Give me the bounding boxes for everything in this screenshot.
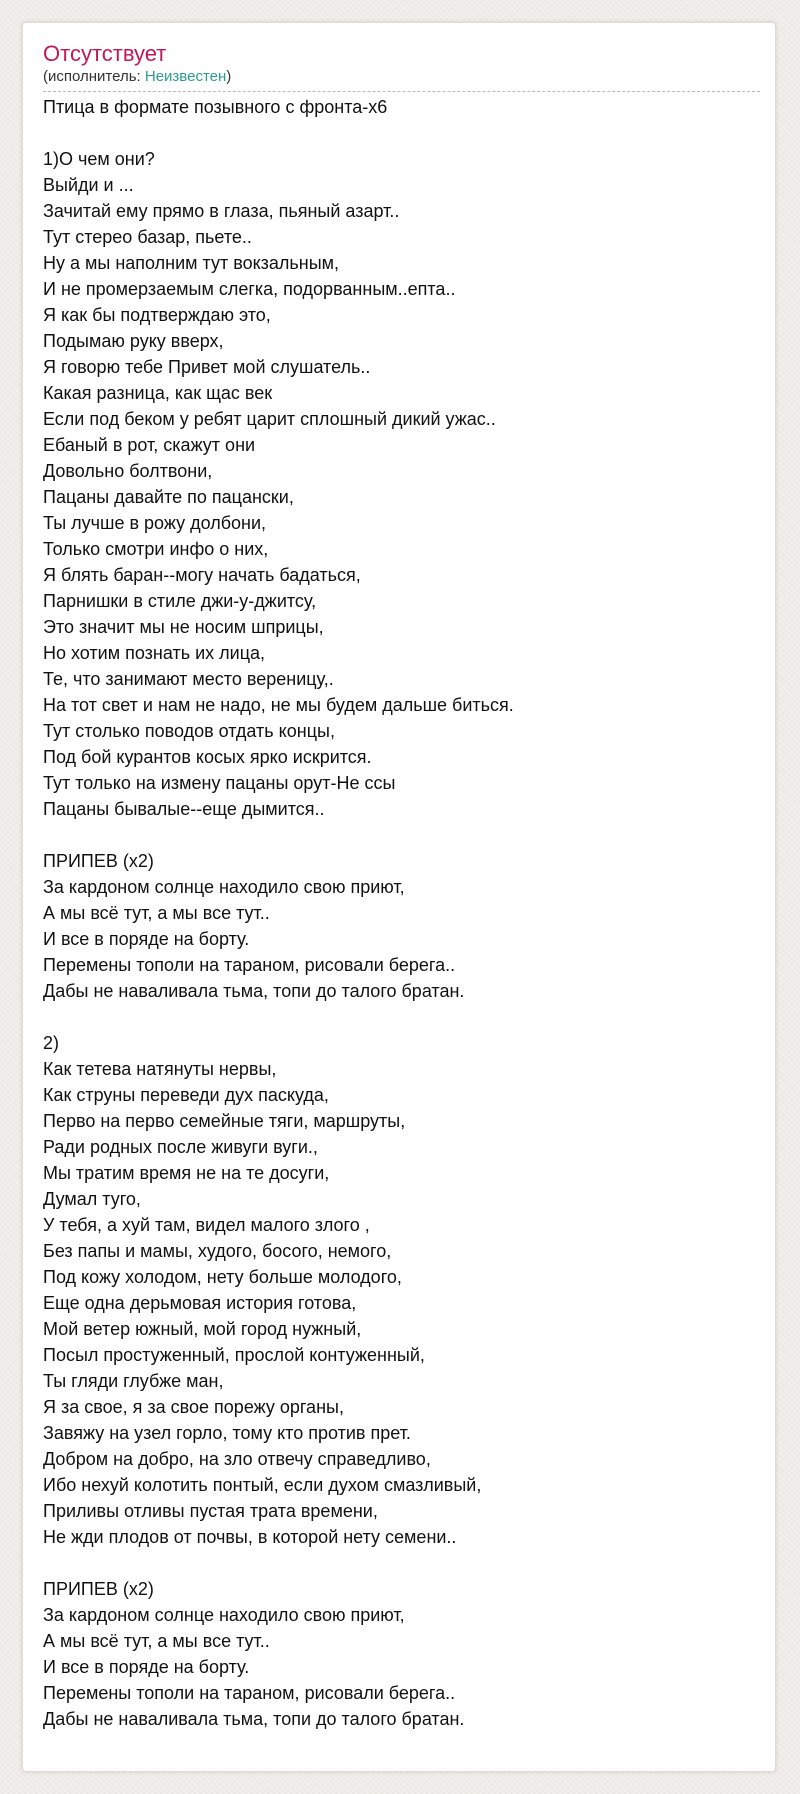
song-title: Отсутствует [43,41,167,66]
lyrics-card [22,22,776,1772]
song-header [43,41,760,86]
artist-prefix: (исполнитель: [43,68,145,85]
artist-line [43,68,760,86]
lyrics-text: Птица в формате позывного с фронта-х6 1)О чем они? Выйди и ... Зачитай ему прямо в глаза, пьяный азарт.. Тут стерео базар, пьете.. Ну а мы наполним тут вокзальным, И не промерзаемым слегка, подорванным..епта.. Я как бы подтверждаю это, Подымаю руку вверх, Я говорю тебе Привет мой слушатель.. Какая разница, как щас век Если под беком у ребят царит сплошный дикий ужас.. Ебаный в рот, скажут они Довольно болтвони, Пацаны давайте по пацански, Ты лучше в рожу долбони, Только смотри инфо о них, Я блять баран--могу начать бадаться, Парнишки в стиле джи-у-джитсу, Это значит мы не носим шприцы, Но хотим познать их лица, Те, что занимают место вереницу,. На тот свет и нам не надо, не мы будем дальше биться. Тут столько поводов отдать концы, Под бой курантов косых ярко искрится. Тут только на измену пацаны орут-Не ссы Пацаны бывалые--еще дымится.. ПРИПЕВ (х2) За кардоном солнце находило свою приют, А мы всё тут, а мы все тут.. И все в поряде на борту. Перемены тополи на тараном, рисовали берега.. Дабы не наваливала тьма, топи до талого братан. 2) Как тетева натянуты нервы, Как струны переведи дух паскуда, Перво на перво семейные тяги, маршруты, Ради родных после живуги вуги., Мы тратим время не на те досуги, Думал туго, У тебя, а хуй там, видел малого злого , Без папы и мамы, худого, босого, немого, Под кожу холодом, нету больше молодого, Еще одна дерьмовая история готова, Мой ветер южный, мой город нужный, Посыл простуженный, прослой контуженный, Ты гляди глубже ман, Я за свое, я за свое порежу органы, Завяжу на узел горло, тому кто против прет. Добром на добро, на зло отвечу справедливо, Ибо нехуй колотить понтый, если духом смазливый, Приливы отливы пустая трата времени, Не жди плодов от почвы, в которой нету семени.. ПРИПЕВ (х2) За кардоном солнце находило свою приют, А мы всё тут, а мы все тут.. И все в поряде на борту. Перемены тополи на тараном, рисовали берега.. Дабы не наваливала тьма, топи до талого братан. [43,97,514,1729]
artist-suffix: ) [226,68,232,85]
artist-link[interactable]: Неизвестен [144,68,227,85]
header-divider [43,91,760,92]
